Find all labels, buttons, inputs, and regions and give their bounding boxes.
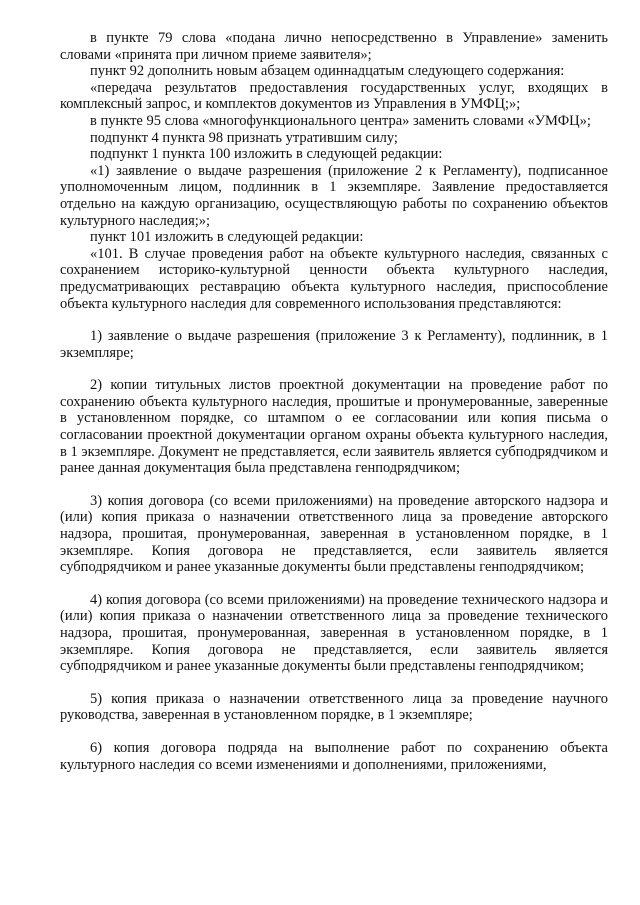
paragraph-item-92: пункт 92 дополнить новым абзацем одиннадцатым следующего содержания:: [90, 63, 565, 80]
paragraph-quote-100: «1) заявление о выдаче разрешения (приложение 2 к Регламенту), подписанное уполномоченным лицом, подлинник в 1 экземпляре. Заявление предоставляется отдельно на каждую организацию, осуществляющую работы по сохранению объектов культурного наследия;»;: [60, 162, 608, 229]
list-item-3: 3) копия договора (со всеми приложениями) на проведение авторского надзора и (или) копия приказа о назначении ответственного лица за проведение авторского надзора, прошитая, пронумерованная, заверенная в установленном порядке, в 1 экземпляре. Копия договора не представляется, если заявитель является субподрядчиком и ранее указанные документы были представлены генподрядчиком;: [60, 492, 608, 576]
paragraph-quote-101: «101. В случае проведения работ на объекте культурного наследия, связанных с сохранением историко-культурной ценности объекта культурного наследия, предусматривающих реставрацию объекта культурного наследия, приспособление объекта культурного наследия для современного использования представляются:: [60, 245, 608, 312]
list-item-1: 1) заявление о выдаче разрешения (приложение 3 к Регламенту), подлинник, в 1 экземпляре;: [60, 328, 608, 361]
paragraph-quote-92: «передача результатов предоставления государственных услуг, входящих в комплексный запрос, и комплектов документов из Управления в УМФЦ;»;: [60, 79, 608, 113]
list-item-5: 5) копия приказа о назначении ответственного лица за проведение научного руководства, заверенная в установленном порядке, в 1 экземпляре;: [60, 690, 608, 724]
list-item-2: 2) копии титульных листов проектной документации на проведение работ по сохранению объекта культурного наследия, прошитые и пронумерованные, заверенные в установленном порядке, со штампом о ее согласовании или копия письма о согласовании проектной документации органом охраны объекта культурного наследия, в 1 экземпляре. Документ не представляется, если заявитель является субподрядчиком и ранее данная документация была представлена генподрядчиком;: [60, 377, 608, 477]
paragraph-item-98: подпункт 4 пункта 98 признать утратившим силу;: [90, 129, 398, 146]
paragraph-item-95: в пункте 95 слова «многофункционального центра» заменить словами «УМФЦ»;: [90, 112, 591, 129]
list-item-6: 6) копия договора подряда на выполнение работ по сохранению объекта культурного наследия со всеми изменениями и дополнениями, приложениями,: [60, 739, 608, 773]
paragraph-item-100: подпункт 1 пункта 100 изложить в следующей редакции:: [90, 146, 443, 163]
paragraph-item-79: в пункте 79 слова «подана лично непосредственно в Управление» заменить словами «принята при личном приеме заявителя»;: [60, 30, 608, 63]
paragraph-item-101: пункт 101 изложить в следующей редакции:: [90, 229, 364, 246]
document-page: [60, 30, 608, 773]
list-item-4: 4) копия договора (со всеми приложениями) на проведение технического надзора и (или) копия приказа о назначении ответственного лица за проведение технического надзора, прошитая, пронумерованная, заверенная в установленном порядке, в 1 экземпляре. Копия договора не представляется, если заявитель является субподрядчиком и ранее указанные документы были представлены генподрядчиком;: [60, 591, 608, 675]
